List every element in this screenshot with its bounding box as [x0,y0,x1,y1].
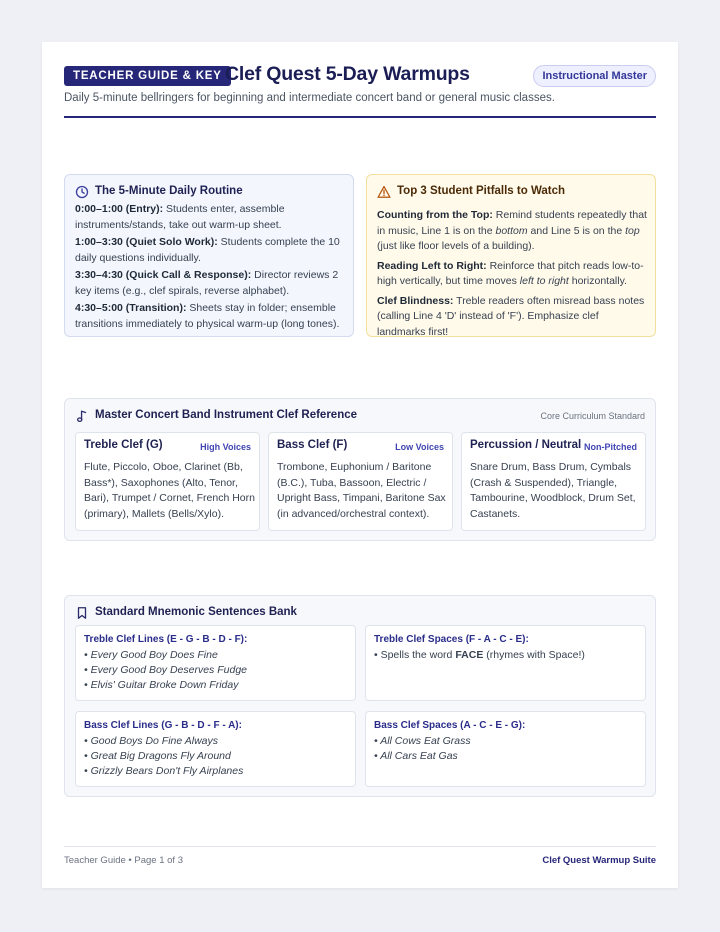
percussion-column [461,432,646,531]
column-heading: Percussion / Neutral [470,439,582,451]
page-title: Clef Quest 5-Day Warmups [225,63,470,85]
mnemonic-item: • Every Good Boy Deserves Fudge [84,664,248,676]
mnemonic-item: • Elvis' Guitar Broke Down Friday [84,679,239,691]
mnemonic-item: • All Cars Eat Gas [374,750,458,762]
mnemonics-title: Standard Mnemonic Sentences Bank [95,606,297,618]
page-subtitle: Daily 5-minute bellringers for beginning and intermediate concert band or general music classes. [64,92,555,104]
bass-clef-column [268,432,453,531]
routine-item-label: 0:00–1:00 (Entry): [75,203,164,215]
footer-page-info: Teacher Guide • Page 1 of 3 [64,855,183,866]
column-body: Flute, Piccolo, Oboe, Clarinet (Bb, Bass*), Saxophones (Alto, Tenor, Bari), Trumpet / Cornet, French Horn (primary), Mallets (Bells/Xylo). [84,461,255,520]
mnemonics-card [64,595,656,797]
routine-item [75,268,347,299]
routine-item-text: Students complete the 10 daily questions individually. [75,236,340,264]
pitfalls-card [366,174,656,337]
clef-reference-title: Master Concert Band Instrument Clef Reference [95,409,358,421]
mnemonic-item: • Good Boys Do Fine Always [84,735,219,747]
curriculum-standard-label: Core Curriculum Standard [540,411,645,421]
routine-item [75,301,347,332]
routine-item [75,202,347,233]
voice-badge: Low Voices [395,442,444,452]
clock-icon [75,185,89,199]
worksheet-page [42,42,678,888]
routine-item-label: 3:30–4:30 (Quick Call & Response): [75,269,252,281]
treble-lines-box [75,625,356,701]
pitfalls-title: Top 3 Student Pitfalls to Watch [397,185,566,197]
column-heading: Treble Clef (G) [84,439,163,451]
routine-item-text: Students enter, assemble instruments/stands, take out warm-up sheet. [75,203,285,231]
instructional-master-badge: Instructional Master [533,65,656,87]
treble-spaces-box [365,625,646,701]
routine-item [75,235,347,266]
routine-card [64,174,354,337]
mnemonic-item: • Every Good Boy Does Fine [84,649,218,661]
voice-badge: High Voices [200,442,251,452]
routine-item-text: Sheets stay in folder; ensemble transitions immediately to physical warm-up (long tones). [75,302,340,330]
mnemonic-heading: Bass Clef Spaces (A - C - E - G): [374,720,526,731]
bookmark-icon [75,606,89,620]
mnemonic-list [374,734,471,764]
routine-item-label: 4:30–5:00 (Transition): [75,302,187,314]
mnemonic-heading: Bass Clef Lines (G - B - D - F - A): [84,720,242,731]
routine-list [75,202,347,332]
voice-badge: Non-Pitched [584,442,637,452]
pitfall-item: Clef Blindness: Treble readers often misread bass notes (calling Line 4 'D' instead of 'F'). Emphasize clef landmarks first! [377,294,645,338]
mnemonic-list [84,734,243,779]
routine-item-text: Director reviews 2 key items (e.g., clef spirals, reverse alphabet). [75,269,339,297]
teacher-guide-tag: TEACHER GUIDE & KEY [64,66,231,86]
mnemonic-item: • Great Big Dragons Fly Around [84,750,231,762]
column-heading: Bass Clef (F) [277,439,348,451]
mnemonic-list [374,648,585,663]
mnemonic-item: • All Cows Eat Grass [374,735,471,747]
bass-lines-box [75,711,356,787]
music-note-icon [75,409,89,423]
pitfall-item: Reading Left to Right: Reinforce that pitch reads low-to-high vertically, but time moves left to right horizontally. [377,259,644,287]
treble-clef-column [75,432,260,531]
warning-icon [377,185,391,199]
footer-divider [64,846,656,847]
pitfall-item: Counting from the Top: Remind students repeatedly that in music, Line 1 is on the bottom and Line 5 is on the top (just like floor levels of a building). [377,209,647,252]
footer-suite-name: Clef Quest Warmup Suite [542,855,656,866]
column-body: Snare Drum, Bass Drum, Cymbals (Crash & Suspended), Triangle, Tambourine, Woodblock, Drum Set, Castanets. [470,461,636,520]
mnemonic-item: • Spells the word FACE (rhymes with Space!) [374,649,585,661]
mnemonic-heading: Treble Clef Spaces (F - A - C - E): [374,634,529,645]
routine-item-label: 1:00–3:30 (Quiet Solo Work): [75,236,218,248]
mnemonic-list [84,648,247,693]
column-body: Trombone, Euphonium / Baritone (B.C.), Tuba, Bassoon, Electric / Upright Bass, Timpani, Baritone Sax (in advanced/orchestral context). [277,461,446,520]
bass-spaces-box [365,711,646,787]
mnemonic-heading: Treble Clef Lines (E - G - B - D - F): [84,634,248,645]
clef-reference-card [64,398,656,541]
pitfalls-list [377,208,649,340]
routine-title: The 5-Minute Daily Routine [95,185,243,197]
mnemonic-item: • Grizzly Bears Don't Fly Airplanes [84,765,244,777]
header-divider [64,116,656,118]
